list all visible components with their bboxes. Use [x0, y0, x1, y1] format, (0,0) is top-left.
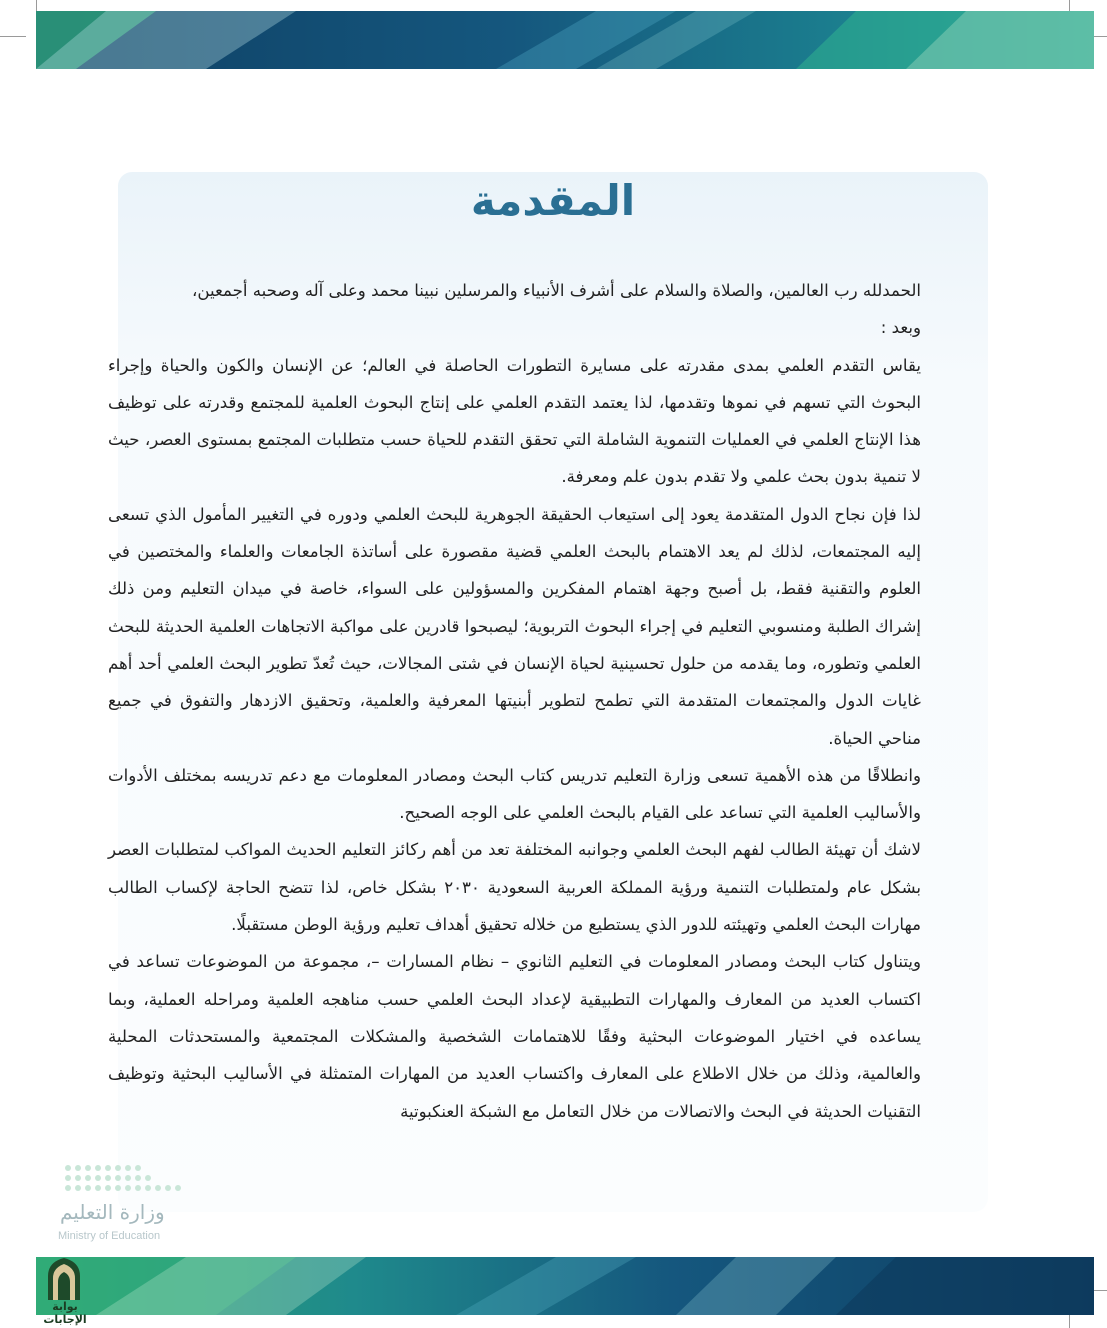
footer-banner	[36, 1257, 1094, 1315]
header-banner	[36, 11, 1094, 69]
paragraph: وانطلاقًا من هذه الأهمية تسعى وزارة التعليم تدريس كتاب البحث ومصادر المعلومات مع دعم تدريسه بمختلف الأدوات والأساليب العلمية التي تساعد على القيام بالبحث العلمي على الوجه الصحيح.	[108, 765, 921, 823]
portal-name: بوابة الإجابات	[43, 1300, 87, 1326]
paragraph: ويتناول كتاب البحث ومصادر المعلومات في التعليم الثانوي – نظام المسارات –، مجموعة من الموضوعات تساعد في اكتساب العديد من المعارف والمهارات التطبيقية لإعداد البحث العلمي حسب مناهجه العلمية ومراحله العملية، وبما يساعده في اختيار الموضوعات البحثية وفقًا للاهتمامات الشخصية والمشكلات المجتمعية والمستحدثات المحلية والعالمية، وذلك من خلال الاطلاع على المعارف واكتساب العديد من المهارات المتمثلة في الأساليب البحثية وتوظيف التقنيات الحديثة في البحث والاتصالات من خلال التعامل مع الشبكة العنكبوتية	[108, 952, 921, 1121]
crop-mark	[0, 36, 26, 37]
paragraph: لاشك أن تهيئة الطالب لفهم البحث العلمي وجوانبه المختلفة تعد من أهم ركائز التعليم الحديث المواكب لمتطلبات العصر بشكل عام ولمتطلبات التنمية ورؤية المملكة العربية السعودية ٢٠٣٠ بشكل خاص، لذا تتضح الحاجة لإكساب الطالب مهارات البحث العلمي وتهيئته للدور الذي يستطيع من خلاله تحقيق أهداف تعليم ورؤية الوطن مستقبلًا.	[108, 840, 921, 935]
ministry-logo	[56, 1160, 196, 1246]
introduction-text	[108, 272, 921, 1130]
paragraph: يقاس التقدم العلمي بمدى مقدرته على مسايرة التطورات الحاصلة في العالم؛ عن الإنسان والكون والحياة وإجراء البحوث التي تسهم في نموها وتقدمها، لذا يعتمد التقدم العلمي على إنتاج البحوث العلمية للمجتمع وقدرته على توظيف هذا الإنتاج العلمي في العمليات التنموية الشاملة التي تحقق التقدم للحياة حسب متطلبات المجتمع بمستوى العصر، حيث لا تنمية بدون بحث علمي ولا تقدم بدون علم ومعرفة.	[108, 355, 921, 487]
logo-dots-icon	[60, 1160, 190, 1200]
mosque-icon	[44, 1256, 84, 1300]
ministry-name-english: Ministry of Education	[58, 1230, 161, 1242]
portal-watermark	[30, 1256, 100, 1326]
paragraph: الحمدلله رب العالمين، والصلاة والسلام على أشرف الأنبياء والمرسلين نبينا محمد وعلى آله وصحبه أجمعين،	[191, 281, 921, 300]
ministry-name-arabic: وزارة التعليم	[60, 1200, 165, 1224]
paragraph: وبعد :	[880, 318, 921, 338]
page-title: المقدمة	[470, 176, 636, 225]
paragraph: لذا فإن نجاح الدول المتقدمة يعود إلى استيعاب الحقيقة الجوهرية للبحث العلمي ودوره في التغيير المأمول الذي تسعى إليه المجتمعات، لذلك لم يعد الاهتمام بالبحث العلمي قضية مقصورة على أساتذة الجامعات والعلماء والمختصين في العلوم والتقنية فقط، بل أصبح وجهة اهتمام المفكرين والمسؤولين على السواء، خاصة في ميدان التعليم ومن ذلك إشراك الطلبة ومنسوبي التعليم في إجراء البحوث التربوية؛ ليصبحوا قادرين على مواكبة الاتجاهات العلمية الحديثة للبحث العلمي وتطوره، وما يقدمه من حلول تحسينية لحياة الإنسان في شتى المجالات، حيث تُعدّ تطوير البحث العلمي أحد أهم غايات الدول والمجتمعات المتقدمة التي تطمح لتطوير أبنيتها المعرفية والعلمية، وتحقيق الازدهار والتفوق في جميع مناحي الحياة.	[108, 504, 921, 748]
